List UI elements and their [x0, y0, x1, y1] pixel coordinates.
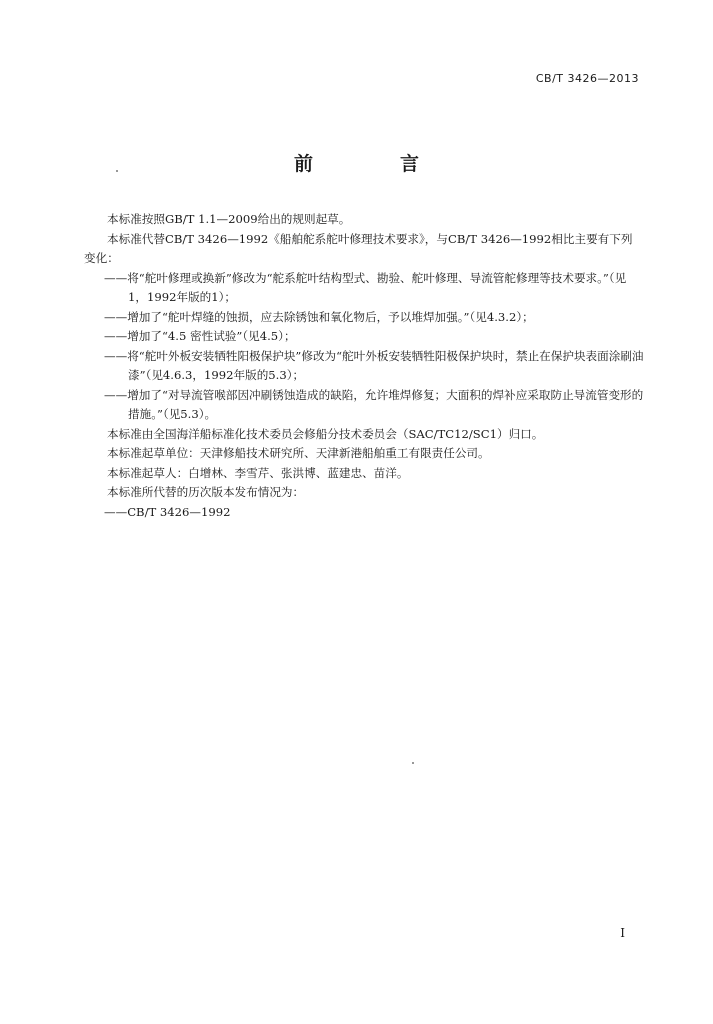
page-number: I — [620, 926, 625, 940]
paragraph-committee: 本标准由全国海洋船标准化技术委员会修船分技术委员会（SAC/TC12/SC1）归口。 — [107, 426, 544, 441]
page-title: 前 言 — [293, 153, 453, 175]
change-item: ——将“舵叶修理或换新”修改为“舵系舵叶结构型式、勘验、舵叶修理、导流管舵修理等技术要求。”（见1，1992年版的1）； — [104, 270, 627, 304]
paragraph-drafting-rules: 本标准按照GB/T 1.1—2009给出的规则起草。 — [107, 212, 351, 226]
history-item: ——CB/T 3426—1992 — [104, 504, 231, 519]
change-item: ——增加了“4.5 密性试验”（见4.5）； — [104, 329, 296, 343]
paragraph-history: 本标准所代替的历次版本发布情况为： — [107, 485, 305, 499]
change-item: ——增加了“舵叶焊缝的蚀损，应去除锈蚀和氧化物后，予以堆焊加强。”（见4.3.2）； — [104, 309, 534, 324]
paragraph-drafters: 本标准起草人：白增林、李雪芹、张洪博、蓝建忠、苗洋。 — [107, 465, 409, 480]
scan-speck — [116, 170, 118, 172]
scan-speck — [412, 762, 414, 764]
paragraph-drafting-units: 本标准起草单位：天津修船技术研究所、天津新港船舶重工有限责任公司。 — [107, 446, 490, 460]
standard-number: CB/T 3426—2013 — [535, 72, 639, 85]
change-item: ——将“舵叶外板安装牺牲阳极保护块”修改为“舵叶外板安装牺牲阳极保护块时，禁止在保护块表面涂刷油漆”（见4.6.3，1992年版的5.3）； — [104, 348, 644, 382]
paragraph-replacement: 本标准代替CB/T 3426—1992《船舶舵系舵叶修理技术要求》，与CB/T 3426—1992相比主要有下列变化： — [84, 231, 633, 265]
change-item: ——增加了“对导流管喉部因冲刷锈蚀造成的缺陷，允许堆焊修复；大面积的焊补应采取防止导流管变形的措施。”（见5.3）。 — [104, 387, 644, 421]
foreword-body — [84, 210, 644, 522]
